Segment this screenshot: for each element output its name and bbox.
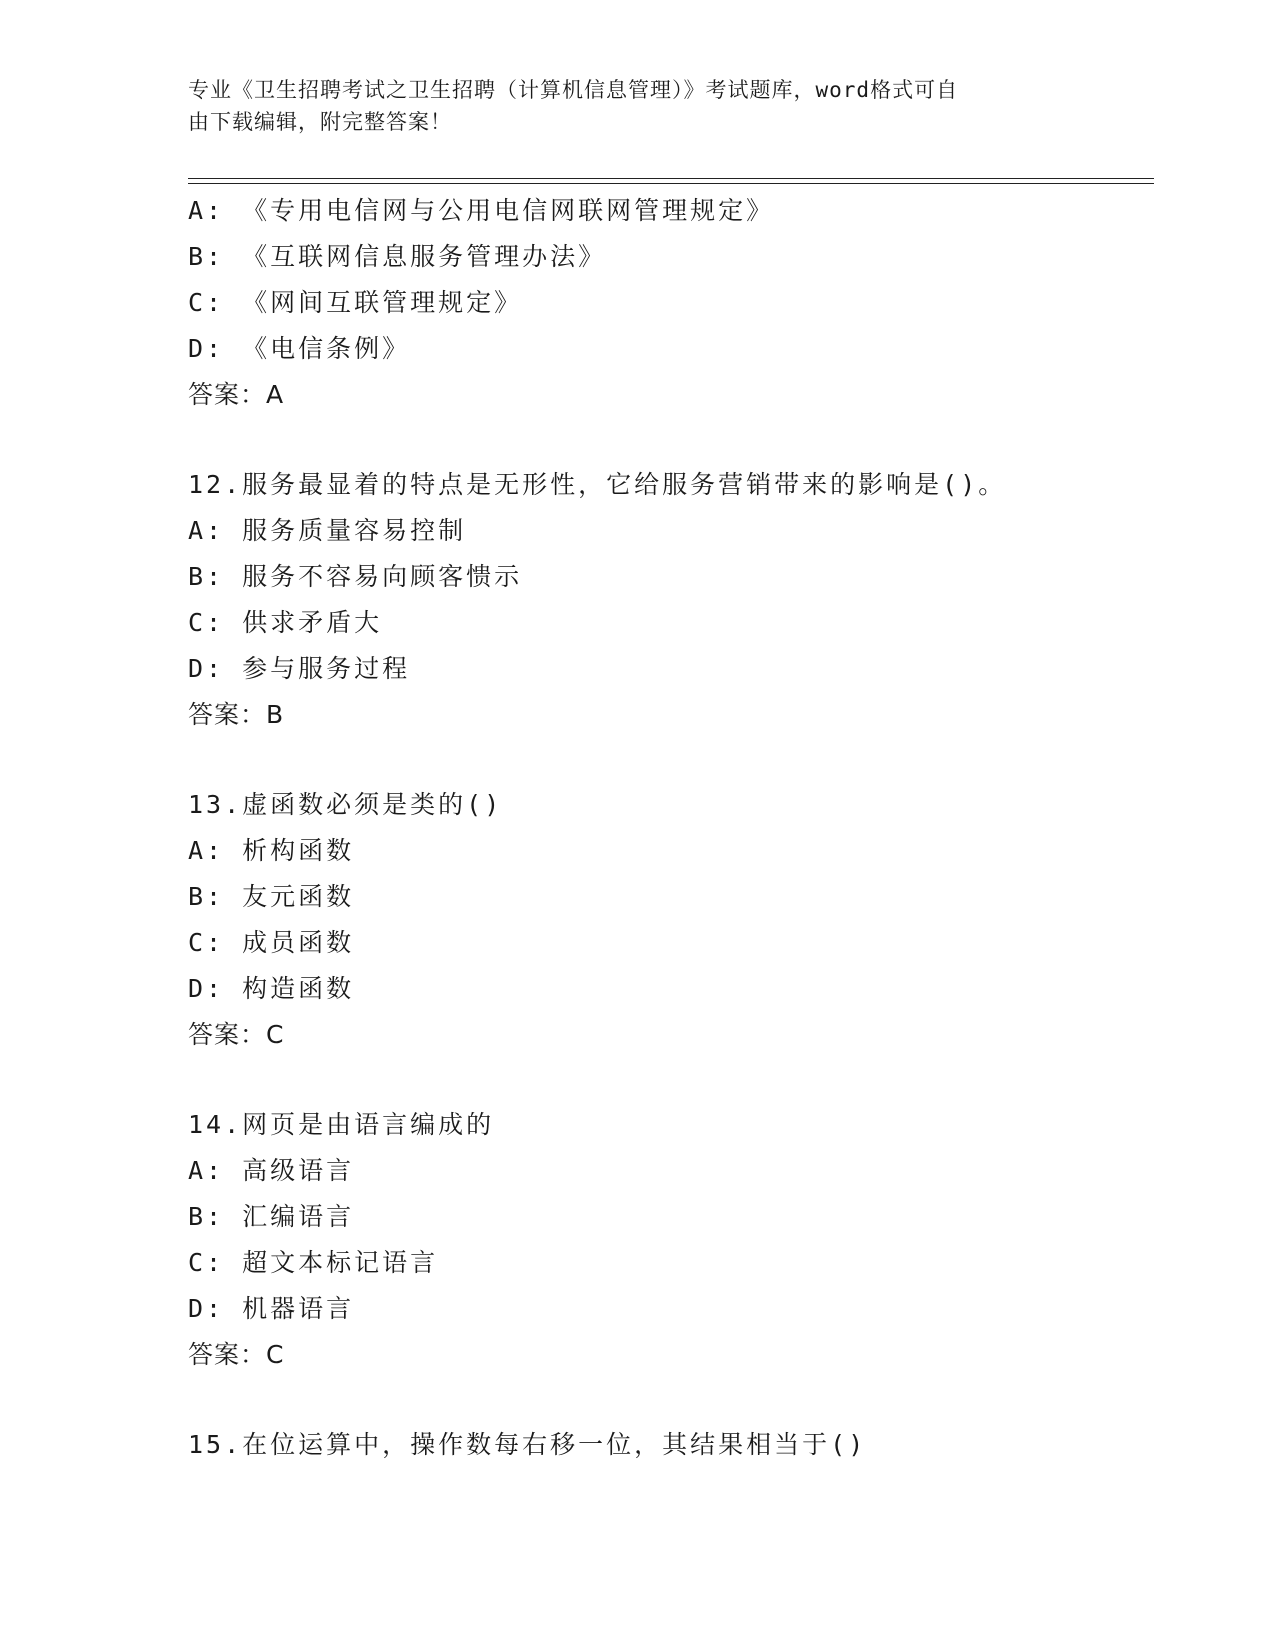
document-header xyxy=(188,74,1088,138)
question-block-11-partial xyxy=(188,188,1154,418)
option-b: B: 友元函数 xyxy=(188,882,355,911)
answer-line: 答案：C xyxy=(188,1340,285,1369)
header-line-1: 专业《卫生招聘考试之卫生招聘（计算机信息管理）》考试题库，word格式可自 xyxy=(188,78,959,102)
option-c: C: 超文本标记语言 xyxy=(188,1248,439,1277)
header-divider-bottom xyxy=(188,183,1154,184)
option-d: D: 《电信条例》 xyxy=(188,334,411,363)
option-b: B: 《互联网信息服务管理办法》 xyxy=(188,242,607,271)
question-block-12 xyxy=(188,462,1154,738)
question-text: 13.虚函数必须是类的() xyxy=(188,790,503,819)
question-block-14 xyxy=(188,1102,1154,1378)
header-divider-top xyxy=(188,178,1154,179)
option-d: D: 机器语言 xyxy=(188,1294,355,1323)
option-c: C: 成员函数 xyxy=(188,928,355,957)
question-block-15 xyxy=(188,1422,1154,1468)
answer-line: 答案：B xyxy=(188,700,285,729)
question-text: 15.在位运算中，操作数每右移一位，其结果相当于() xyxy=(188,1430,867,1459)
option-c: C: 《网间互联管理规定》 xyxy=(188,288,523,317)
question-text: 14.网页是由语言编成的 xyxy=(188,1110,495,1139)
question-list xyxy=(188,188,1154,1468)
option-b: B: 汇编语言 xyxy=(188,1202,355,1231)
option-d: D: 参与服务过程 xyxy=(188,654,411,683)
option-c: C: 供求矛盾大 xyxy=(188,608,383,637)
question-block-13 xyxy=(188,782,1154,1058)
question-text: 12.服务最显着的特点是无形性，它给服务营销带来的影响是()。 xyxy=(188,470,1007,499)
answer-line: 答案：A xyxy=(188,380,285,409)
option-a: A: 《专用电信网与公用电信网联网管理规定》 xyxy=(188,196,775,225)
option-a: A: 高级语言 xyxy=(188,1156,355,1185)
option-a: A: 析构函数 xyxy=(188,836,355,865)
option-b: B: 服务不容易向顾客愦示 xyxy=(188,562,523,591)
option-a: A: 服务质量容易控制 xyxy=(188,516,467,545)
answer-line: 答案：C xyxy=(188,1020,285,1049)
header-line-2: 由下载编辑，附完整答案！ xyxy=(188,110,452,134)
option-d: D: 构造函数 xyxy=(188,974,355,1003)
